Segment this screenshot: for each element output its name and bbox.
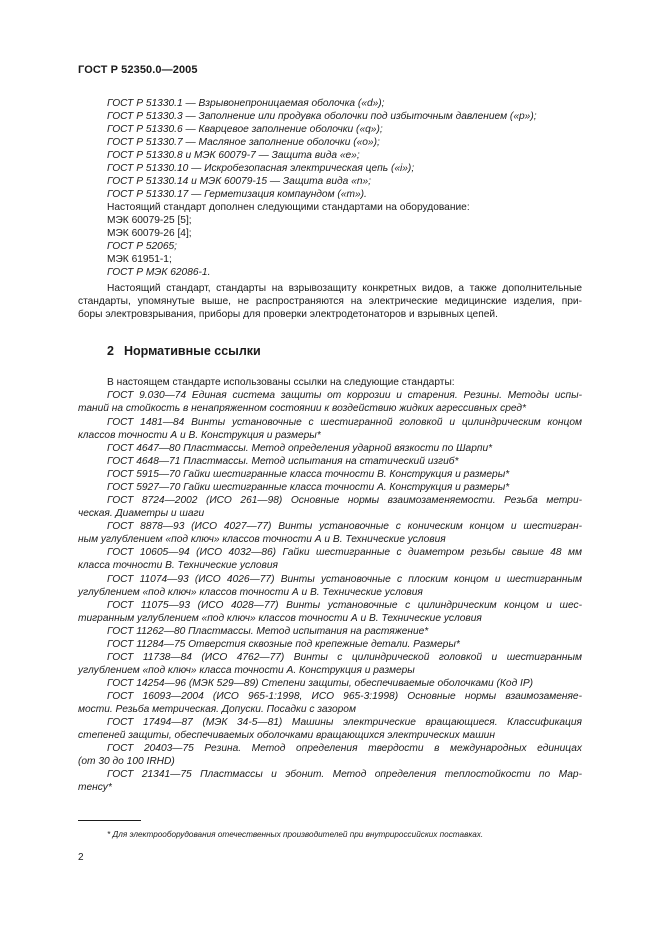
reference-line: ГОСТ 5927—70 Гайки шестигранные класса точности А. Конструкция и размеры*	[107, 482, 510, 493]
list-item: ГОСТ Р МЭК 62086-1.	[107, 267, 211, 278]
list-item: ГОСТ Р 51330.17 — Герметизация компаундом («m»).	[107, 189, 367, 200]
list-item: ГОСТ Р 51330.10 — Искробезопасная электрическая цепь («i»);	[107, 163, 415, 174]
reference-line: ГОСТ 14254—96 (МЭК 529—89) Степени защиты, обеспечиваемые оболочками (Код IP)	[107, 678, 534, 689]
reference-line: ГОСТ 11074—93 (ИСО 4026—77) Винты установочные с плоским концом и шестигранным	[107, 574, 582, 585]
list-item: ГОСТ Р 51330.7 — Масляное заполнение оболочки («о»);	[107, 137, 380, 148]
reference-line: ГОСТ 11738—84 (ИСО 4762—77) Винты с цилиндрической головкой и шестигранным	[107, 652, 582, 663]
reference-line: ГОСТ 11075—93 (ИСО 4028—77) Винты установочные с цилиндрическим концом и шес-	[107, 600, 582, 611]
paragraph-line: Настоящий стандарт, стандарты на взрывозащиту конкретных видов, а также дополнительные	[107, 283, 582, 294]
reference-line: ГОСТ 16093—2004 (ИСО 965-1:1998, ИСО 965-3:1998) Основные нормы взаимозаменяе-	[107, 691, 582, 702]
reference-line: ГОСТ 8878—93 (ИСО 4027—77) Винты установочные с коническим концом и шестигран-	[107, 521, 582, 532]
page-number: 2	[78, 852, 84, 863]
reference-line: ГОСТ 8724—2002 (ИСО 261—98) Основные нормы взаимозаменяемости. Резьба метри-	[107, 495, 582, 506]
list-intro: Настоящий стандарт дополнен следующими стандартами на оборудование:	[107, 202, 470, 213]
reference-line: углублением «под ключ» класса точности А. Конструкция и размеры	[78, 665, 415, 676]
list-item: ГОСТ Р 51330.8 и МЭК 60079-7 — Защита вида «е»;	[107, 150, 360, 161]
reference-line: класса точности В. Технические условия	[78, 560, 278, 571]
list-item: МЭК 60079-25 [5];	[107, 215, 192, 226]
reference-line: классов точности А и В. Конструкция и размеры*	[78, 430, 321, 441]
list-item: МЭК 60079-26 [4];	[107, 228, 192, 239]
reference-line: таний на стойкость в ненапряженном состоянии к воздействию жидких агрессивных сред*	[78, 403, 527, 414]
reference-line: ГОСТ 5915—70 Гайки шестигранные класса точности В. Конструкция и размеры*	[107, 469, 510, 480]
reference-line: ГОСТ 11262—80 Пластмассы. Метод испытания на растяжение*	[107, 626, 429, 637]
list-item: ГОСТ Р 51330.3 — Заполнение или продувка оболочки под избыточным давлением («р»);	[107, 111, 537, 122]
reference-line: ческая. Диаметры и шаги	[78, 508, 205, 519]
paragraph-line: стандарты, упомянутые выше, не распространяются на электрические медицинские изделия, при-	[78, 296, 582, 307]
list-item: ГОСТ Р 51330.1 — Взрывонепроницаемая оболочка («d»);	[107, 98, 385, 109]
footnote: * Для электрооборудования отечественных производителей при внутрироссийских поставках.	[107, 830, 484, 839]
footnote-divider	[78, 820, 141, 821]
paragraph-line: боры электровзрывания, приборы для проверки электродетонаторов и взрывных цепей.	[78, 309, 498, 320]
reference-line: ГОСТ 11284—75 Отверстия сквозные под крепежные детали. Размеры*	[107, 639, 460, 650]
reference-line: углублением «под ключ» классов точности А и В. Технические условия	[78, 587, 423, 598]
reference-line: тенсу*	[78, 782, 112, 793]
refs-intro: В настоящем стандарте использованы ссылки на следующие стандарты:	[107, 377, 455, 388]
reference-line: степеней защиты, обеспечиваемых оболочками вращающихся электрических машин	[78, 730, 495, 741]
reference-line: ным углублением «под ключ» классов точности А и В. Технические условия	[78, 534, 446, 545]
reference-line: тигранным углублением «под ключ» классов точности А и В. Технические условия	[78, 613, 482, 624]
list-item: МЭК 61951-1;	[107, 254, 172, 265]
reference-line: ГОСТ 4647—80 Пластмассы. Метод определения ударной вязкости по Шарпи*	[107, 443, 493, 454]
reference-line: ГОСТ 4648—71 Пластмассы. Метод испытания на статический изгиб*	[107, 456, 459, 467]
reference-line: ГОСТ 9.030—74 Единая система защиты от коррозии и старения. Резины. Методы испы-	[107, 390, 582, 401]
reference-line: ГОСТ 20403—75 Резина. Метод определения твердости в международных единицах	[107, 743, 582, 754]
reference-line: ГОСТ 21341—75 Пластмассы и эбонит. Метод определения теплостойкости по Мар-	[107, 769, 582, 780]
reference-line: мости. Резьба метрическая. Допуски. Посадки с зазором	[78, 704, 356, 715]
list-item: ГОСТ Р 51330.14 и МЭК 60079-15 — Защита вида «n»;	[107, 176, 371, 187]
section-number: 2	[107, 344, 114, 358]
reference-line: ГОСТ 1481—84 Винты установочные с шестигранной головкой и цилиндрическим концом	[107, 417, 582, 428]
reference-line: (от 30 до 100 IRHD)	[78, 756, 175, 767]
document-header: ГОСТ Р 52350.0—2005	[78, 64, 198, 76]
list-item: ГОСТ Р 51330.6 — Кварцевое заполнение оболочки («q»);	[107, 124, 383, 135]
list-item: ГОСТ Р 52065;	[107, 241, 177, 252]
reference-line: ГОСТ 17494—87 (МЭК 34-5—81) Машины электрические вращающиеся. Классификация	[107, 717, 582, 728]
section-heading	[107, 344, 261, 358]
reference-line: ГОСТ 10605—94 (ИСО 4032—86) Гайки шестигранные с диаметром резьбы свыше 48 мм	[107, 547, 582, 558]
section-title: Нормативные ссылки	[123, 344, 261, 358]
